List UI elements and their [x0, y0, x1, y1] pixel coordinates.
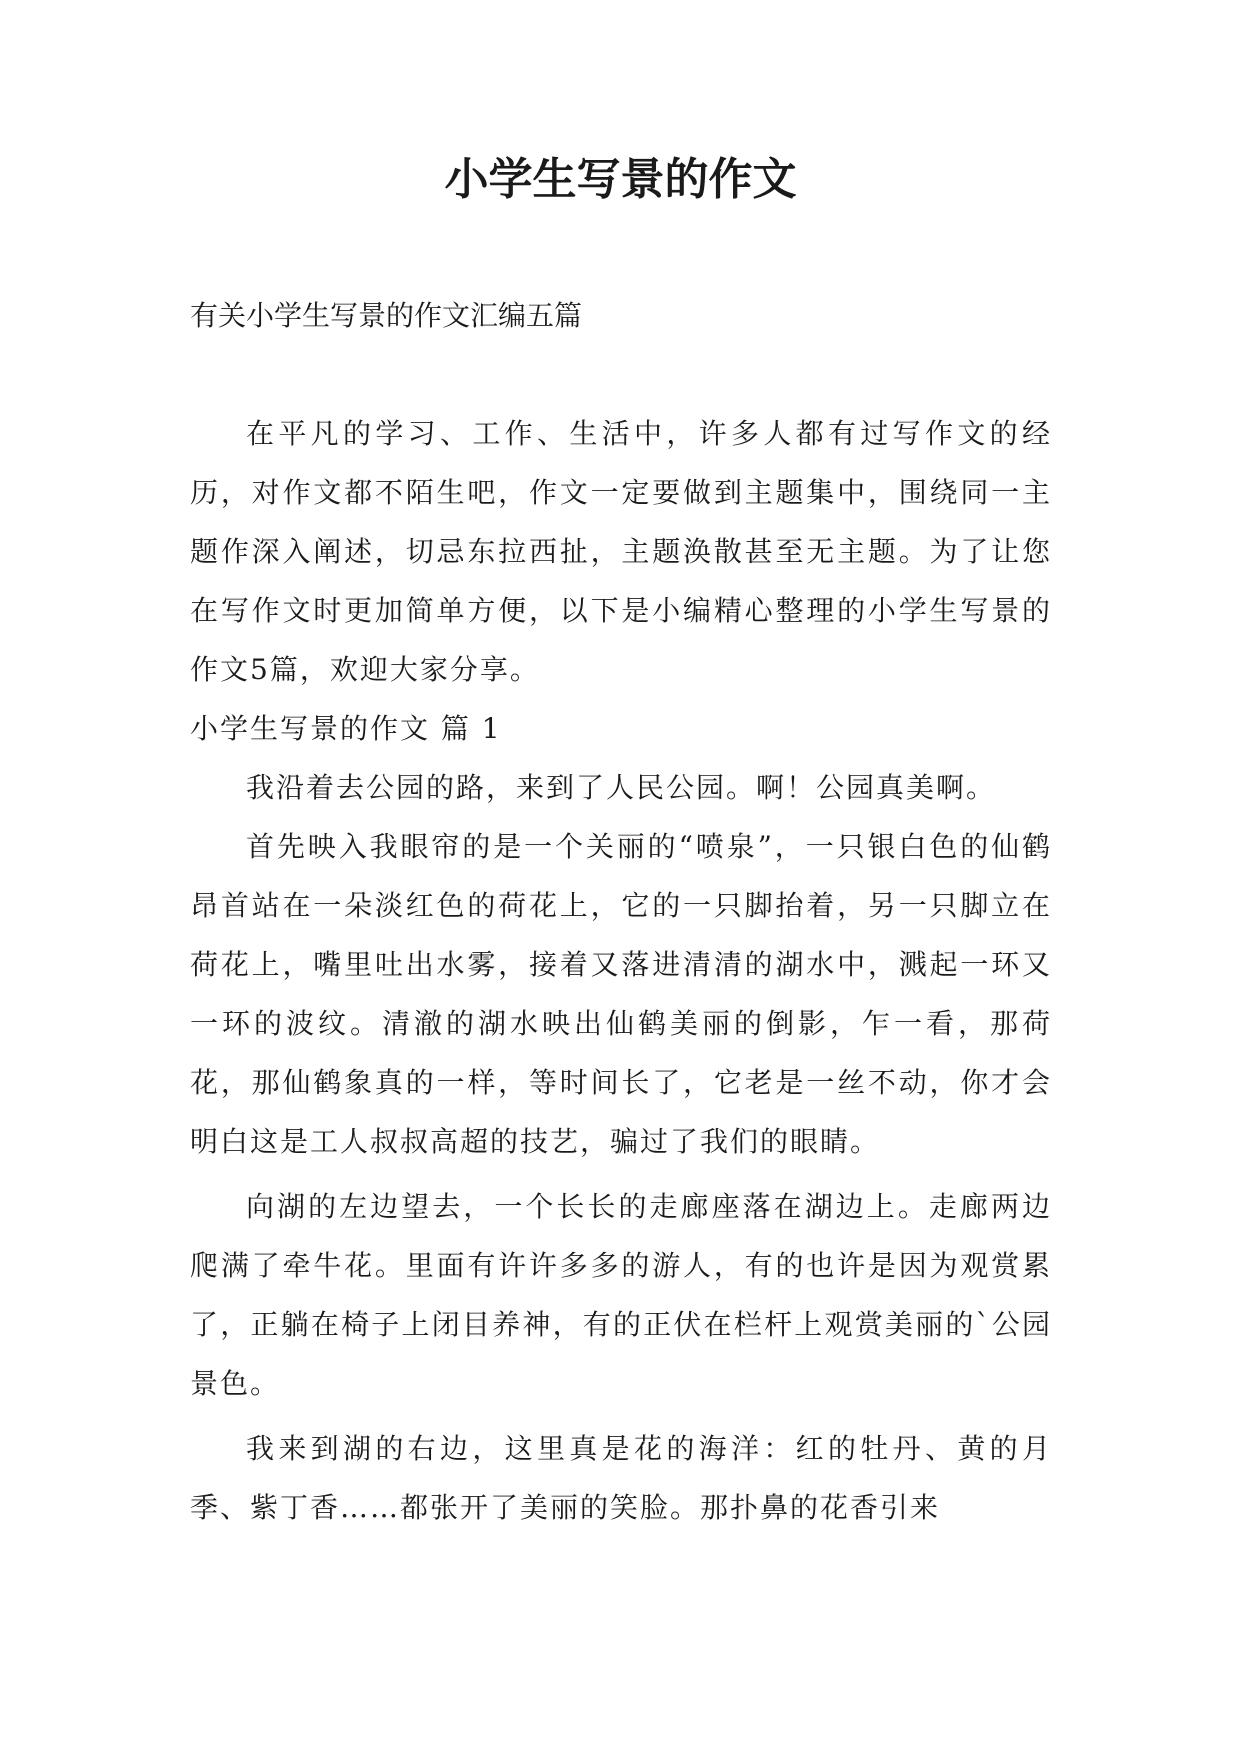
section-heading: 小学生写景的作文 篇 1 [190, 712, 502, 745]
body-paragraph-1: 我沿着去公园的路，来到了人民公园。啊！公园真美啊。 [246, 771, 997, 804]
document-body [190, 404, 1052, 1537]
body-paragraph-4: 我来到湖的右边，这里真是花的海洋：红的牡丹、黄的月季、紫丁香……都张开了美丽的笑脸。那扑鼻的花香引来 [190, 1432, 1052, 1524]
body-paragraph-3: 向湖的左边望去，一个长长的走廊座落在湖边上。走廊两边爬满了牵牛花。里面有许许多多的游人，有的也许是因为观赏累了，正躺在椅子上闭目养神，有的正伏在栏杆上观赏美丽的`公园景色。 [190, 1190, 1052, 1400]
body-paragraph-2: 首先映入我眼帘的是一个关丽的“喷泉”，一只银白色的仙鹤昂首站在一朵淡红色的荷花上，它的一只脚抬着，另一只脚立在荷花上，嘴里吐出水雾，接着又落进清清的湖水中，溅起一环又一环的波纹。清澈的湖水映出仙鹤美丽的倒影，乍一看，那荷花，那仙鹤象真的一样，等时间长了，它老是一丝不动，你才会明白这是工人叔叔高超的技艺，骗过了我们的眼睛。 [190, 830, 1052, 1158]
intro-paragraph: 在平凡的学习、工作、生活中，许多人都有过写作文的经历，对作文都不陌生吧，作文一定要做到主题集中，围绕同一主题作深入阐述，切忌东拉西扯，主题涣散甚至无主题。为了让您在写作文时更加简单方便，以下是小编精心整理的小学生写景的作文5篇，欢迎大家分享。 [190, 417, 1052, 686]
document-title: 小学生写景的作文 [444, 154, 797, 205]
document-subtitle: 有关小学生写景的作文汇编五篇 [190, 299, 583, 332]
